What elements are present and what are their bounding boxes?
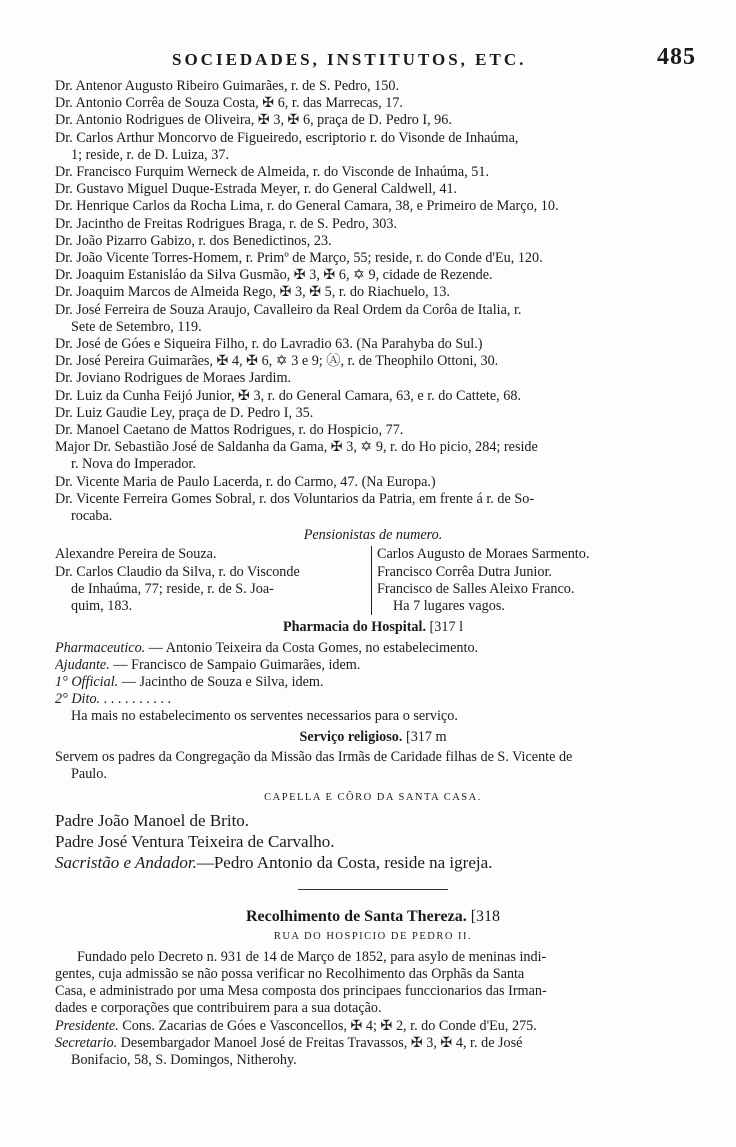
- pensionistas-columns: [55, 546, 691, 615]
- member-line: Dr. José Pereira Guimarães, ✠ 4, ✠ 6, ✡ 3 e 9; Ⓐ, r. de Theophilo Ottoni, 30.: [55, 353, 499, 370]
- member-line: Dr. Manoel Caetano de Mattos Rodrigues, r. do Hospicio, 77.: [55, 422, 404, 439]
- pharmacia-heading: [55, 619, 691, 636]
- pharmacia-line: [55, 674, 691, 691]
- pensionista-line: Carlos Augusto de Moraes Sarmento.: [377, 546, 590, 563]
- recolhimento-heading: [55, 908, 691, 925]
- pharmacia-note: Ha mais no estabelecimento os serventes necessarios para o serviço.: [71, 708, 458, 725]
- member-line: Dr. José Ferreira de Souza Araujo, Cavalleiro da Real Ordem da Corôa de Italia, r.: [55, 301, 522, 318]
- member-line: Dr. Vicente Ferreira Gomes Sobral, r. dos Voluntarios da Patria, em frente á r. de So-: [55, 490, 535, 507]
- member-line: Dr. Antenor Augusto Ribeiro Guimarães, r. de S. Pedro, 150.: [55, 78, 400, 94]
- pharmacia-ref: [317 l: [429, 619, 464, 636]
- member-line: Dr. Joviano Rodrigues de Moraes Jardim.: [55, 370, 292, 387]
- servico-ref: [317 m: [405, 728, 447, 745]
- sacristao-text: —Pedro Antonio da Costa, reside na igreja.: [196, 853, 493, 873]
- section-divider: [298, 889, 448, 890]
- pharmacia-role: 2° Dito.: [55, 691, 101, 708]
- member-line: Dr. João Pizarro Gabizo, r. dos Benedictinos, 23.: [55, 232, 332, 249]
- recolhimento-line: gentes, cuja admissão se não possa verificar no Recolhimento das Orphãs da Santa: [55, 965, 525, 982]
- secretario-line: Bonifacio, 58, S. Domingos, Nitherohy.: [71, 1051, 297, 1068]
- capella-line: Padre João Manoel de Brito.: [55, 811, 250, 831]
- pharmacia-text: — Jacintho de Souza e Silva, idem.: [118, 673, 324, 690]
- sacristao-role: Sacristão e Andador.: [55, 853, 197, 873]
- member-line: Dr. Gustavo Miguel Duque-Estrada Meyer, r. do General Caldwell, 41.: [55, 181, 458, 198]
- recolhimento-title: Recolhimento de Santa Thereza.: [245, 908, 467, 926]
- secretario-text: Desembargador Manoel José de Freitas Travassos, ✠ 3, ✠ 4, r. de José: [117, 1034, 523, 1051]
- pensionistas-heading: Pensionistas de numero.: [303, 527, 443, 544]
- secretario-line: [55, 1035, 691, 1052]
- member-line: Dr. João Vicente Torres-Homem, r. Primº de Março, 55; reside, r. do Conde d'Eu, 120.: [55, 250, 543, 267]
- member-line: Dr. Jacintho de Freitas Rodrigues Braga, r. de S. Pedro, 303.: [55, 215, 398, 232]
- recolhimento-address: RUA DO HOSPICIO DE PEDRO II.: [273, 930, 473, 942]
- member-line: Dr. Joaquim Marcos de Almeida Rego, ✠ 3, ✠ 5, r. do Riachuelo, 13.: [55, 284, 450, 301]
- pensionistas-left-column: [55, 546, 372, 615]
- member-line: Dr. Joaquim Estanisláo da Silva Gusmão, ✠ 3, ✠ 6, ✡ 9, cidade de Rezende.: [55, 267, 493, 284]
- member-line: Dr. José de Góes e Siqueira Filho, r. do Lavradio 63. (Na Parahyba do Sul.): [55, 336, 483, 353]
- pensionista-line: de Inhaúma, 77; reside, r. de S. Joa-: [71, 580, 274, 597]
- member-line: Sete de Setembro, 119.: [71, 318, 202, 335]
- recolhimento-line: Fundado pelo Decreto n. 931 de 14 de Março de 1852, para asylo de meninas indi-: [77, 948, 547, 965]
- secretario-role: Secretario.: [55, 1034, 118, 1051]
- member-line: Dr. Henrique Carlos da Rocha Lima, r. do General Camara, 38, e Primeiro de Março, 10.: [55, 198, 559, 215]
- sacristao-line: [55, 852, 691, 873]
- pharmacia-line: [55, 691, 691, 708]
- pharmacia-role: 1° Official.: [55, 673, 119, 690]
- pharmacia-text: — Francisco de Sampaio Guimarães, idem.: [109, 656, 361, 673]
- servico-line: Paulo.: [71, 765, 107, 782]
- member-line: rocaba.: [71, 508, 113, 525]
- presidente-text: Cons. Zacarias de Góes e Vasconcellos, ✠ 4; ✠ 2, r. do Conde d'Eu, 275.: [118, 1017, 537, 1034]
- recolhimento-line: dades e corporações que contribuirem para a sua dotação.: [55, 1000, 382, 1017]
- pharmacia-role: Pharmaceutico.: [55, 639, 146, 656]
- pensionista-line: quim, 183.: [71, 598, 133, 615]
- recolhimento-ref: [318: [470, 908, 501, 926]
- member-line: r. Nova do Imperador.: [71, 456, 196, 473]
- presidente-line: [55, 1018, 691, 1035]
- member-line: Dr. Vicente Maria de Paulo Lacerda, r. do Carmo, 47. (Na Europa.): [55, 473, 436, 490]
- pharmacia-text: — Antonio Teixeira da Costa Gomes, no estabelecimento.: [145, 639, 479, 656]
- section-title: SOCIEDADES, INSTITUTOS, ETC.: [172, 50, 527, 69]
- member-line: Dr. Antonio Corrêa de Souza Costa, ✠ 6, r. das Marrecas, 17.: [55, 95, 403, 112]
- member-line: Dr. Luiz da Cunha Feijó Junior, ✠ 3, r. do General Camara, 63, e r. do Cattete, 68.: [55, 387, 522, 404]
- member-line: Dr. Antonio Rodrigues de Oliveira, ✠ 3, ✠ 6, praça de D. Pedro I, 96.: [55, 112, 452, 129]
- capella-heading: CAPELLA E CÔRO DA SANTA CASA.: [264, 792, 482, 804]
- pensionistas-right-column: [372, 546, 589, 615]
- servico-heading: [55, 729, 691, 746]
- pensionista-line: Francisco de Salles Aleixo Franco.: [377, 580, 575, 597]
- pensionista-line: Francisco Corrêa Dutra Junior.: [377, 563, 552, 580]
- pensionista-line: Alexandre Pereira de Souza.: [55, 546, 217, 563]
- pharmacia-role: Ajudante.: [55, 656, 110, 673]
- pharmacia-text: . . . . . . . . . .: [100, 691, 172, 708]
- running-head: [60, 44, 696, 74]
- member-line: Dr. Francisco Furquim Werneck de Almeida, r. do Visconde de Inhaúma, 51.: [55, 164, 490, 181]
- pharmacia-title: Pharmacia do Hospital.: [282, 619, 426, 636]
- text-body: [55, 78, 691, 1069]
- member-line: Dr. Carlos Arthur Moncorvo de Figueiredo, escriptorio r. do Visonde de Inhaúma,: [55, 129, 519, 146]
- member-line: Dr. Luiz Gaudie Ley, praça de D. Pedro I, 35.: [55, 404, 314, 421]
- servico-line: Servem os padres da Congregação da Missão das Irmãs de Caridade filhas de S. Vicente de: [55, 748, 573, 765]
- member-line: Major Dr. Sebastião José de Saldanha da Gama, ✠ 3, ✡ 9, r. do Ho picio, 284; reside: [55, 439, 538, 456]
- page-number: 485: [657, 44, 696, 70]
- pharmacia-line: [55, 640, 691, 657]
- servico-title: Serviço religioso.: [299, 728, 403, 745]
- pensionista-line: Dr. Carlos Claudio da Silva, r. do Visconde: [55, 563, 300, 580]
- pensionista-line: Ha 7 lugares vagos.: [393, 598, 505, 615]
- presidente-role: Presidente.: [55, 1017, 119, 1034]
- capella-line: Padre José Ventura Teixeira de Carvalho.: [55, 832, 335, 852]
- recolhimento-line: Casa, e administrado por uma Mesa composta dos principaes funccionarios das Irman-: [55, 983, 547, 1000]
- pharmacia-line: [55, 657, 691, 674]
- member-line: 1; reside, r. de D. Luiza, 37.: [71, 146, 229, 163]
